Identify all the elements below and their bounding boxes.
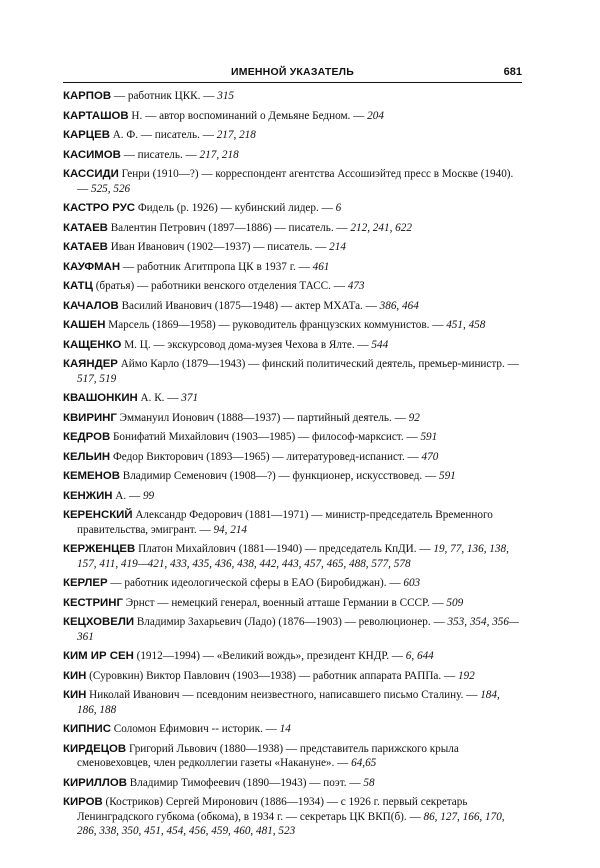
- index-entry: [63, 201, 522, 216]
- index-entry-pages: 64,65: [351, 757, 377, 769]
- index-entry-surname: КИРДЕЦОВ: [63, 742, 127, 755]
- index-entry-pages: 214: [329, 241, 346, 253]
- index-entry-pages: 19, 77, 136, 138, 157, 411, 419—421, 433, 435, 436, 438, 442, 443, 457, 465, 488, 577, 578: [77, 543, 509, 570]
- index-entry-pages: 509: [446, 596, 464, 609]
- index-entry-pages: 94, 214: [213, 523, 247, 536]
- index-entry-pages: 212, 241, 622: [350, 221, 412, 234]
- index-entry-pages: 315: [217, 90, 234, 102]
- index-entry-pages: 217, 218: [199, 148, 239, 161]
- index-entry: [63, 260, 522, 275]
- index-entry-pages: 470: [421, 450, 439, 463]
- index-entry: [63, 469, 522, 484]
- index-entry-description: — работник идеологической сферы в ЕАО (Биробиджан). —: [107, 577, 404, 589]
- index-entry: [63, 240, 522, 255]
- index-entry-surname: КИН: [63, 689, 87, 701]
- index-entry: [63, 596, 522, 611]
- index-entry-surname: КИРИЛЛОВ: [63, 776, 127, 789]
- index-entry-pages: 204: [367, 109, 384, 122]
- index-entry-pages: 603: [403, 577, 421, 589]
- page-number: 681: [503, 66, 522, 78]
- index-entry-surname: КЕРЖЕНЦЕВ: [63, 543, 136, 555]
- index-entry-description: — работник ЦКК. —: [111, 90, 218, 102]
- index-entry-description: Федор Викторович (1893—1965) — литературовед-испанист. —: [110, 450, 422, 463]
- index-entry: [63, 722, 522, 737]
- index-entry-surname: КАРПОВ: [63, 90, 112, 102]
- index-entry: [63, 299, 522, 314]
- index-entry-pages: 517, 519: [77, 372, 117, 385]
- index-entry-description: (1912—1994) — «Великий вождь», президент КНДР. —: [133, 650, 406, 662]
- index-entry-description: А. Ф. — писатель. —: [109, 129, 217, 141]
- index-entry-pages: 14: [279, 723, 291, 735]
- index-entry-surname: КИН: [63, 669, 87, 682]
- index-entry: [63, 542, 522, 571]
- header-rule: [63, 82, 522, 83]
- index-entry-pages: 451, 458: [446, 319, 486, 331]
- index-entry: [63, 576, 522, 591]
- index-entry: [63, 148, 522, 163]
- index-entry: [63, 688, 522, 717]
- index-entry-pages: 591: [420, 431, 438, 443]
- index-entry-surname: КАТАЕВ: [63, 241, 108, 253]
- index-entry: [63, 795, 522, 839]
- index-entry: [63, 338, 522, 353]
- index-entry-surname: КЕМЕНОВ: [63, 470, 120, 482]
- index-entry-description: Фидель (р. 1926) — кубинский лидер. —: [135, 202, 336, 214]
- index-entry: [63, 411, 522, 426]
- index-entry-pages: 544: [371, 338, 389, 351]
- index-entry-surname: КЕЦХОВЕЛИ: [63, 616, 135, 628]
- index-entry-surname: КЕСТРИНГ: [63, 596, 123, 609]
- index-entry-pages: 86, 127, 166, 170, 286, 338, 350, 451, 454, 456, 459, 460, 481, 523: [77, 810, 505, 837]
- index-entry-description: Эммануил Ионович (1888—1937) — партийный деятель. —: [116, 411, 409, 424]
- index-entry-surname: КИМ ИР СЕН: [63, 650, 134, 662]
- index-entry-surname: КВАШОНКИН: [63, 392, 138, 404]
- index-entry-description: Владимир Семенович (1908—?) — функционер, искусствовед. —: [119, 470, 439, 482]
- index-entry-surname: КАСИМОВ: [63, 148, 121, 161]
- index-entry-surname: КАСТРО РУС: [63, 202, 136, 214]
- index-entry-pages: 6: [335, 202, 342, 214]
- index-entry-description: Владимир Тимофеевич (1890—1943) — поэт. —: [127, 776, 364, 789]
- index-entry-surname: КАРЦЕВ: [63, 129, 110, 141]
- name-index-list: [63, 89, 522, 837]
- index-entry-description: — писатель. —: [120, 148, 200, 161]
- index-entry-pages: 92: [408, 411, 420, 424]
- index-entry: [63, 391, 522, 406]
- index-entry-surname: КАШЕН: [63, 319, 106, 331]
- index-entry-description: А. —: [112, 489, 143, 502]
- index-entry-description: М. Ц. — экскурсовод дома-музея Чехова в Ялте. —: [121, 338, 372, 351]
- index-entry-pages: 353, 354, 356—361: [77, 616, 519, 643]
- index-entry-surname: КЕРЕНСКИЙ: [63, 509, 133, 521]
- index-entry: [63, 489, 522, 504]
- index-entry: [63, 776, 522, 791]
- index-entry-pages: 371: [181, 392, 199, 404]
- index-entry-pages: 192: [457, 669, 475, 682]
- index-entry-pages: 591: [438, 470, 456, 482]
- index-entry-description: Валентин Петрович (1897—1886) — писатель. —: [107, 221, 351, 234]
- index-entry: [63, 357, 522, 386]
- running-header: [63, 66, 522, 82]
- index-entry-surname: КЕРЛЕР: [63, 577, 108, 589]
- index-entry: [63, 279, 522, 294]
- index-entry-surname: КАССИДИ: [63, 168, 119, 180]
- index-entry-surname: КЕНЖИН: [63, 489, 113, 502]
- index-entry-description: Марсель (1869—1958) — руководитель французских коммунистов. —: [105, 319, 447, 331]
- index-entry: [63, 742, 522, 771]
- index-entry: [63, 318, 522, 333]
- index-entry-pages: 6, 644: [405, 650, 434, 662]
- index-entry-description: Эрнст — немецкий генерал, военный атташе Германии в СССР. —: [122, 596, 447, 609]
- index-entry-pages: 99: [142, 489, 155, 502]
- index-entry: [63, 649, 522, 664]
- index-entry-pages: 184, 186, 188: [77, 689, 500, 716]
- index-entry-surname: КИПНИС: [63, 723, 111, 735]
- index-entry: [63, 167, 522, 196]
- index-entry-surname: КАЯНДЕР: [63, 358, 118, 370]
- index-entry-description: — работник Агитпропа ЦК в 1937 г. —: [120, 260, 313, 273]
- index-entry-surname: КАТЦ: [63, 280, 93, 292]
- index-entry-pages: 473: [347, 280, 365, 292]
- index-entry: [63, 128, 522, 143]
- index-entry-description: Григорий Львович (1880—1938) — представитель парижского крыла сменовеховцев, член редколлегии газеты «Накануне». —: [77, 742, 459, 769]
- index-entry: [63, 450, 522, 465]
- index-entry-pages: 461: [312, 260, 330, 273]
- index-entry-surname: КАТАЕВ: [63, 221, 108, 234]
- index-entry-description: Василий Иванович (1875—1948) — актер МХАТа. —: [118, 299, 380, 312]
- index-entry-description: (братья) — работники венского отделения ТАСС. —: [92, 280, 348, 292]
- index-entry-description: Николай Иванович — псевдоним неизвестного, написавшего письмо Сталину. —: [86, 689, 481, 701]
- index-entry: [63, 221, 522, 236]
- index-entry-description: Соломон Ефимович -- историк. —: [110, 723, 280, 735]
- index-entry: [63, 109, 522, 124]
- index-entry-surname: КИРОВ: [63, 796, 103, 808]
- running-header-title: ИМЕННОЙ УКАЗАТЕЛЬ: [231, 66, 354, 78]
- index-entry-description: (Костриков) Сергей Миронович (1886—1934) — с 1926 г. первый секретарь Ленинградского губкома (обкома), в 1934 г. — секретарь ЦК ВКП(б). —: [77, 796, 468, 823]
- index-entry-description: Александр Федорович (1881—1971) — министр-председатель Временного правительства, эмигрант. —: [77, 509, 493, 536]
- index-entry: [63, 430, 522, 445]
- index-entry-pages: 386, 464: [379, 299, 419, 312]
- index-entry-description: (Суровкин) Виктор Павлович (1903—1938) — работник аппарата РАППа. —: [86, 669, 458, 682]
- index-entry: [63, 615, 522, 644]
- index-entry-pages: 58: [363, 776, 375, 789]
- index-entry-surname: КАЧАЛОВ: [63, 299, 119, 312]
- index-entry-description: Н. — автор воспоминаний о Демьяне Бедном. —: [128, 109, 368, 122]
- index-entry-surname: КЕДРОВ: [63, 431, 111, 443]
- index-entry-surname: КВИРИНГ: [63, 411, 117, 424]
- index-entry: [63, 669, 522, 684]
- index-entry-pages: 525, 526: [90, 182, 131, 195]
- index-entry-surname: КАУФМАН: [63, 260, 121, 273]
- index-entry-pages: 217, 218: [216, 129, 256, 141]
- index-entry-description: Генри (1910—?) — корреспондент агентства Ассошиэйтед пресс в Москве (1940). —: [77, 168, 514, 195]
- index-entry-description: А. К. —: [137, 392, 182, 404]
- index-entry-description: Платон Михайлович (1881—1940) — председатель КпДИ. —: [135, 543, 434, 555]
- index-entry-surname: КЕЛЬИН: [63, 450, 111, 463]
- index-entry-description: Аймо Карло (1879—1943) — финский политический деятель, премьер-министр. —: [117, 358, 519, 370]
- index-entry: [63, 508, 522, 537]
- index-entry-description: Бонифатий Михайлович (1903—1985) — философ-марксист. —: [110, 431, 421, 443]
- index-entry-description: Владимир Захарьевич (Ладо) (1876—1903) — революционер. —: [134, 616, 448, 628]
- index-entry: [63, 89, 522, 104]
- index-entry-description: Иван Иванович (1902—1937) — писатель. —: [107, 241, 330, 253]
- index-entry-surname: КАЩЕНКО: [63, 338, 122, 351]
- index-entry-surname: КАРТАШОВ: [63, 109, 129, 122]
